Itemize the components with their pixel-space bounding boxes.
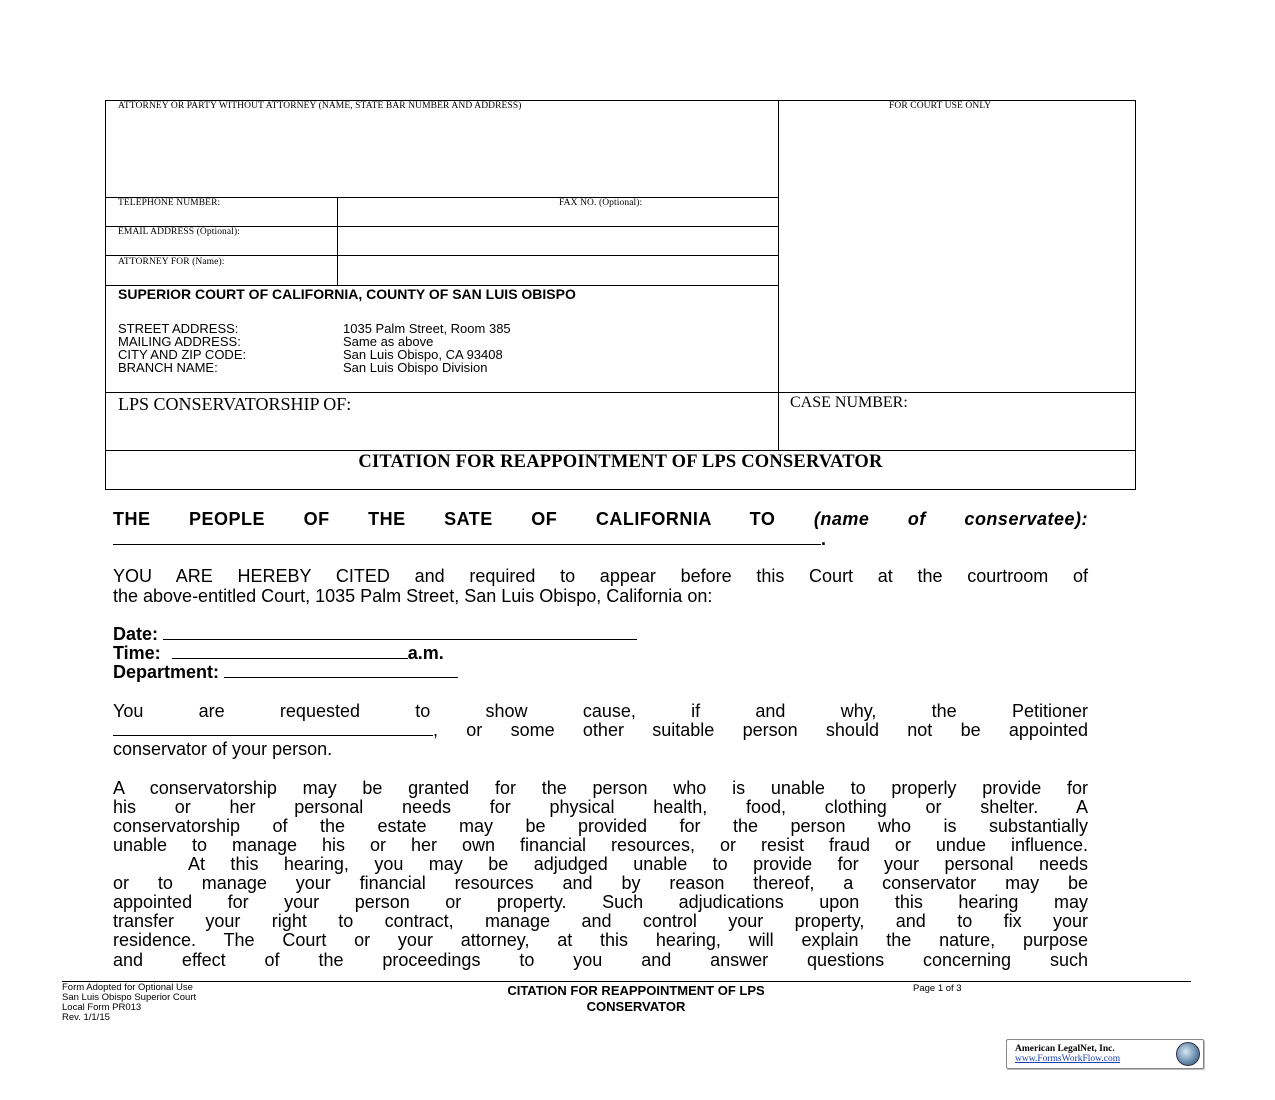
show-cause-line-2 — [113, 721, 1088, 740]
matter-label: LPS CONSERVATORSHIP OF: — [118, 394, 352, 414]
para-line: conservatorship of the estate may be provided for the person who is substantially — [113, 816, 1088, 836]
footer-form-line: San Luis Obispo Superior Court — [62, 992, 197, 1003]
show-cause-line-1: You are requested to show cause, if and why, the Petitioner — [113, 701, 1088, 721]
para-line: and effect of the proceedings to you and answer questions concerning such — [113, 950, 1088, 970]
mailing-address-label: MAILING ADDRESS: — [118, 334, 241, 349]
mailing-address-value: Same as above — [343, 334, 434, 349]
caption-box — [105, 100, 1136, 490]
para-line: or to manage your financial resources and by reason thereof, a conservator may be — [113, 873, 1088, 893]
footer-title-line-1: CITATION FOR REAPPOINTMENT OF LPS — [507, 983, 765, 998]
court-use-label: FOR COURT USE ONLY — [889, 101, 992, 111]
cited-line-1: YOU ARE HEREBY CITED and required to appear before this Court at the courtroom of — [113, 566, 1088, 586]
show-cause-text-2: , or some other suitable person should not be appointed — [433, 720, 1088, 740]
people-prefix: THE PEOPLE OF THE SATE OF CALIFORNIA TO — [113, 509, 776, 529]
time-label: Time: — [113, 643, 161, 663]
conservatee-name-blank[interactable] — [113, 530, 821, 545]
time-suffix: a.m. — [407, 643, 444, 663]
attorney-for-label: ATTORNEY FOR (Name): — [118, 257, 225, 267]
people-line — [113, 510, 1088, 529]
footer-rule — [62, 981, 1191, 982]
rule — [106, 255, 778, 256]
footer-form-line: Rev. 1/1/15 — [62, 1012, 110, 1023]
street-address-label: STREET ADDRESS: — [118, 321, 239, 336]
footer-title — [436, 983, 836, 1015]
vendor-url-link[interactable]: www.FormsWorkFlow.com — [1015, 1054, 1121, 1064]
time-row — [113, 644, 1088, 663]
branch-name-value: San Luis Obispo Division — [343, 360, 488, 375]
footer-form-line: Local Form PR013 — [62, 1002, 142, 1013]
case-number-label: CASE NUMBER: — [790, 394, 908, 411]
footer-form-line: Form Adopted for Optional Use — [62, 982, 193, 993]
column-divider — [778, 101, 779, 451]
para-line: residence. The Court or your attorney, at this hearing, will explain the nature, purpose — [113, 930, 1088, 950]
rule — [337, 197, 338, 285]
date-label: Date: — [113, 624, 159, 644]
para-line: A conservatorship may be granted for the person who is unable to properly provide for — [113, 778, 1088, 798]
petitioner-blank[interactable] — [113, 721, 433, 736]
department-row — [113, 663, 1088, 682]
department-blank[interactable] — [224, 663, 458, 678]
fax-label: FAX NO. (Optional): — [559, 198, 643, 208]
para-line: unable to manage his or her own financial resources, or resist fraud or undue influence. — [113, 835, 1088, 855]
court-name: SUPERIOR COURT OF CALIFORNIA, COUNTY OF SAN LUIS OBISPO — [118, 286, 576, 302]
vendor-logo[interactable] — [1006, 1039, 1204, 1069]
date-row — [113, 625, 1088, 644]
street-address-value: 1035 Palm Street, Room 385 — [343, 321, 511, 336]
para-line: At this hearing, you may be adjudged unable to provide for your personal needs — [188, 854, 1088, 874]
email-label: EMAIL ADDRESS (Optional): — [118, 227, 240, 237]
people-italic: (name of conservatee): — [813, 509, 1088, 529]
time-blank[interactable] — [172, 644, 408, 659]
page-number: Page 1 of 3 — [913, 983, 962, 994]
date-blank[interactable] — [163, 625, 637, 640]
globe-icon — [1176, 1042, 1200, 1066]
city-zip-value: San Luis Obispo, CA 93408 — [343, 347, 503, 362]
para-line: transfer your right to contract, manage and control your property, and to fix your — [113, 911, 1088, 931]
para-line: appointed for your person or property. Such adjudications upon this hearing may — [113, 892, 1088, 912]
footer-title-line-2: CONSERVATOR — [586, 999, 686, 1014]
para-line: his or her personal needs for physical health, food, clothing or shelter. A — [113, 797, 1088, 817]
cited-line-2: the above-entitled Court, 1035 Palm Street, San Luis Obispo, California on: — [113, 586, 713, 606]
vendor-name: American LegalNet, Inc. — [1015, 1044, 1115, 1054]
department-label: Department: — [113, 662, 220, 682]
conservatee-name-line: . — [113, 530, 1088, 549]
city-zip-label: CITY AND ZIP CODE: — [118, 347, 247, 362]
form-title: CITATION FOR REAPPOINTMENT OF LPS CONSERVATOR — [358, 452, 883, 472]
telephone-label: TELEPHONE NUMBER: — [118, 198, 221, 208]
rule — [106, 392, 1135, 393]
branch-name-label: BRANCH NAME: — [118, 360, 218, 375]
attorney-label: ATTORNEY OR PARTY WITHOUT ATTORNEY (NAME, STATE BAR NUMBER AND ADDRESS) — [118, 101, 522, 111]
footer-form-info — [62, 983, 196, 1023]
show-cause-line-3: conservator of your person. — [113, 739, 333, 759]
rule — [106, 450, 1135, 451]
